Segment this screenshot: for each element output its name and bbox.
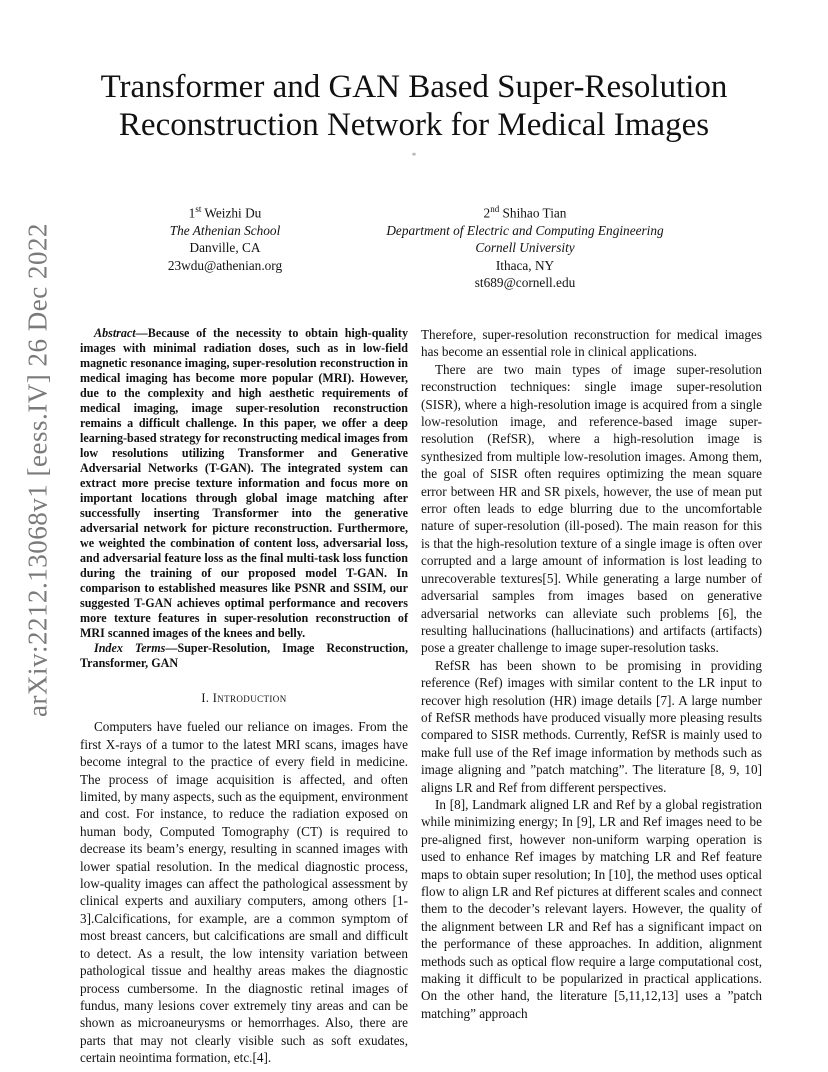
author-location: Danville, CA (189, 240, 261, 256)
author-name (360, 201, 690, 222)
body-paragraph: Computers have fueled our reliance on images. From the first X-rays of a tumor to the latest MRI scans, images have become integral to the practice of every field in medicine. The process of image acquisition is affected, and often limited, by many aspects, such as the equipment, environment and cost. For instance, to reduce the radiation exposed on human body, Computed Tomography (CT) is required to decrease its beam’s energy, resulting in scanned images with lower spatial resolution. In the medical diagnostic process, low-quality images can affect the pathological assessment by clinical experts and auxiliary computers, among others [1-3].Calcifications, for example, are a common symptom of most breast cancers, but calcifications are small and difficult to detect. As a result, the low intensity variation between pathological tissue and healthy areas makes the diagnostic process cumbersome. In the diagnostic retinal images of fundus, many lesions cover extremely tiny areas and can be shown as microaneurysms or hemorrhages. Also, there are parts that may not clearly visible such as soft exudates, certain neointima formation, etc.[4]. (80, 719, 408, 1066)
author-ordinal-suffix: st (195, 204, 202, 214)
author-block-2 (360, 201, 690, 291)
abstract-text: Because of the necessity to obtain high-quality images with minimal radiation doses, such as in low-field magnetic resonance imaging, super-resolution reconstruction in medical imaging has become more popular (MRI). However, due to the complexity and high aesthetic requirements of medical imaging, image super-resolution reconstruction remains a difficult challenge. In this paper, we offer a deep learning-based strategy for reconstructing medical images from low resolutions utilizing Transformer and Generative Adversarial Networks (T-GAN). The integrated system can extract more precise texture information and focus more on important locations through global image matching after successfully inserting Transformer into the generative adversarial network for picture reconstruction. Furthermore, we weighted the combination of content loss, adversarial loss, and adversarial feature loss as the final multi-task loss function during the training of our proposed model T-GAN. In comparison to established measures like PSNR and SSIM, our suggested T-GAN achieves optimal performance and recovers more texture features in super-resolution reconstruction of MRI scanned images of the knees and belly. (80, 326, 408, 640)
author-ordinal: 2 (483, 205, 491, 221)
index-terms: Index Terms—Super-Resolution, Image Reconstruction, Transformer, GAN (80, 641, 409, 670)
author-affiliation-2: Cornell University (475, 240, 575, 256)
author-block-1 (130, 201, 320, 274)
author-affiliation: Department of Electric and Computing Engineering (386, 222, 664, 238)
author-ordinal-suffix: nd (490, 204, 500, 214)
paper-title-line-2: Reconstruction Network for Medical Images (118, 107, 710, 143)
body-paragraph: In [8], Landmark aligned LR and Ref by a global registration while minimizing energy; In [9], LR and Ref images need to be pre-aligned first, however non-uniform warping operation is used to enhance Ref images by matching LR and Ref feature maps to obtain super resolution; In [10], the method uses optical flow to align LR and Ref pictures at different scales and connect them to the decoder’s relevant layers. However, the quality of the alignment between LR and Ref has a significant impact on the performance of these approaches. In addition, alignment methods such as optical flow require a large computational cost, making it difficult to be popularized in practical applications. On the other hand, the literature [5,11,12,13] uses a ”patch matching” approach (421, 796, 762, 1021)
abstract: Abstract—Because of the necessity to obtain high-quality images with minimal radiation doses, such as in low-field magnetic resonance imaging, super-resolution reconstruction in medical imaging has become more popular (MRI). However, due to the complexity and high aesthetic requirements of medical imaging, image super-resolution reconstruction remains a difficult challenge. In this paper, we offer a deep learning-based strategy for reconstructing medical images from low resolutions utilizing Transformer and Generative Adversarial Networks (T-GAN). The integrated system can extract more precise texture information and focus more on important locations through global image matching after successfully inserting Transformer into the generative adversarial network for picture reconstruction. Furthermore, we weighted the combination of content loss, adversarial loss, and adversarial feature loss as the final multi-task loss function during the training of our proposed model T-GAN. In comparison to established measures like PSNR and SSIM, our suggested T-GAN achieves optimal performance and recovers more texture features in super-resolution reconstruction of MRI scanned images of the knees and belly. (80, 326, 408, 640)
arxiv-identifier-stamp (8, 223, 68, 717)
body-paragraph: There are two main types of image super-resolution reconstruction techniques: single image super-resolution (SISR), where a high-resolution image is acquired from a single low-resolution image, and reference-based image super-resolution (RefSR), where a high-resolution image is synthesized from multiple low-resolution images. Among them, the goal of SISR often requires optimizing the mean square error between HR and SR pixels, however, the use of mean put error often leads to edge blurring due to the uncomfortable nature of super-resolution (ill-posed). The main reason for this is that the high-resolution texture of a single image is often over corrupted and a large amount of information is lost leading to unrecoverable textures[5]. While generating a large number of adversarial samples from images based on generative adversarial networks can alleviate such problems [6], the resulting hallucinations (hallucinations) and artifacts (artifacts) pose a greater challenge to image super-resolution tasks. (421, 361, 762, 656)
paper-title (80, 68, 748, 144)
author-name-text: Shihao Tian (502, 205, 567, 221)
title-footnote-mark: * (411, 151, 417, 161)
section-heading (80, 690, 408, 707)
author-location: Ithaca, NY (495, 257, 555, 273)
author-name (130, 201, 320, 222)
arxiv-identifier-text: arXiv:2212.13068v1 [eess.IV] 26 Dec 2022 (22, 223, 53, 717)
paper-title-line-1: Transformer and GAN Based Super-Resolution (100, 69, 728, 105)
body-paragraph: RefSR has been shown to be promising in providing reference (Ref) images with similar content to the LR input to recover high resolution (HR) image details [7]. A large number of RefSR methods have produced visually more pleasing results compared to SISR methods. Currently, RefSR is mainly used to make full use of the Ref image information by methods such as image aligning and ”patch matching”. The literature [8, 9, 10] aligns LR and Ref from different perspectives. (421, 657, 762, 795)
section-title: Introduction (212, 691, 287, 705)
author-email: 23wdu@athenian.org (167, 257, 283, 273)
body-paragraph: Therefore, super-resolution reconstruction for medical images has become an essential role in clinical applications. (421, 327, 762, 360)
right-column (421, 326, 762, 1022)
abstract-label: Abstract (94, 326, 136, 340)
index-terms-text: Super-Resolution, Image Reconstruction, Transformer, GAN (80, 641, 409, 670)
author-affiliation: The Athenian School (169, 222, 281, 238)
author-ordinal: 1 (188, 205, 196, 221)
left-column (80, 326, 408, 1067)
author-email: st689@cornell.edu (474, 275, 576, 291)
author-name-text: Weizhi Du (204, 205, 262, 221)
index-terms-label: Index Terms (94, 641, 166, 655)
section-numeral: I. (201, 691, 210, 705)
